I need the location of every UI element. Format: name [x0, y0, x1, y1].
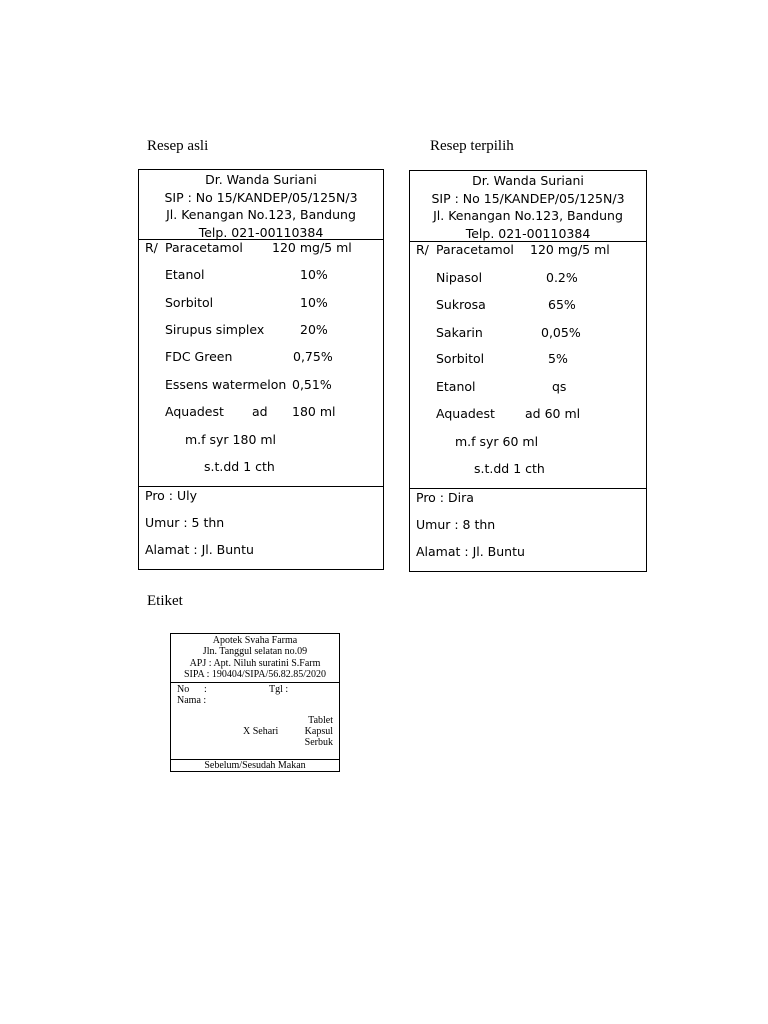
item-amount: 20%	[300, 322, 328, 337]
item-name: Etanol	[436, 379, 476, 394]
item-name: Sukrosa	[436, 297, 486, 312]
etiket-nama: Nama :	[177, 695, 207, 706]
doctor-name: Dr. Wanda Suriani	[205, 172, 317, 187]
etiket-form-serbuk: Serbuk	[304, 737, 333, 748]
item-name: Essens watermelon	[165, 377, 287, 392]
item-amount: 5%	[548, 351, 568, 366]
item-ad: ad	[252, 404, 268, 419]
item-amount: 180 ml	[292, 404, 336, 419]
prescription-original	[138, 169, 384, 570]
item-name: Sorbitol	[436, 351, 485, 366]
r-symbol: R/	[145, 240, 158, 255]
patient-address: Alamat : Jl. Buntu	[145, 542, 254, 557]
etiket-header	[171, 634, 339, 683]
item-name: Etanol	[165, 267, 205, 282]
etiket-tgl: Tgl :	[269, 684, 289, 695]
doctor-name: Dr. Wanda Suriani	[472, 173, 584, 188]
etiket-no-colon: :	[204, 684, 207, 695]
pharmacy-apj: APJ : Apt. Niluh suratini S.Farm	[189, 657, 321, 669]
etiket-label	[170, 633, 340, 772]
item-amount: 0,75%	[293, 349, 333, 364]
item-name: Aquadest	[436, 406, 495, 421]
std-line: s.t.dd 1 cth	[474, 461, 545, 476]
patient-address: Alamat : Jl. Buntu	[416, 544, 525, 559]
item-name: Sirupus simplex	[165, 322, 265, 337]
item-amount: 65%	[548, 297, 576, 312]
item-amount: 10%	[300, 267, 328, 282]
item-name: Paracetamol	[165, 240, 243, 255]
title-resep-asli: Resep asli	[147, 138, 209, 154]
item-name: Aquadest	[165, 404, 224, 419]
item-amount: 0.2%	[546, 270, 578, 285]
prescription-header	[410, 171, 646, 242]
item-amount: 120 mg/5 ml	[272, 240, 352, 255]
patient-age: Umur : 5 thn	[145, 515, 225, 530]
prescription-header	[139, 170, 383, 240]
etiket-form-tablet: Tablet	[308, 715, 333, 726]
item-name: Paracetamol	[436, 242, 514, 257]
doctor-sip: SIP : No 15/KANDEP/05/125N/3	[431, 190, 625, 206]
pharmacy-name: Apotek Svaha Farma	[212, 635, 298, 646]
item-amount: 0,51%	[292, 377, 332, 392]
std-line: s.t.dd 1 cth	[204, 459, 275, 474]
r-symbol: R/	[416, 242, 429, 257]
title-resep-terpilih: Resep terpilih	[430, 138, 514, 154]
item-amount: ad 60 ml	[525, 406, 581, 421]
item-name: FDC Green	[165, 349, 233, 364]
patient-name: Pro : Dira	[416, 490, 474, 505]
etiket-body	[171, 683, 339, 760]
etiket-no-label: No	[177, 684, 190, 695]
item-name: Sorbitol	[165, 295, 214, 310]
doctor-address: Jl. Kenangan No.123, Bandung	[166, 207, 356, 222]
title-etiket: Etiket	[147, 593, 183, 609]
etiket-footer: Sebelum/Sesudah Makan	[204, 760, 306, 771]
prescription-selected	[409, 170, 647, 572]
doctor-address: Jl. Kenangan No.123, Bandung	[433, 208, 623, 223]
pharmacy-sipa: SIPA : 190404/SIPA/56.82.85/2020	[183, 669, 327, 681]
item-name: Sakarin	[436, 325, 483, 340]
patient-name: Pro : Uly	[145, 488, 198, 503]
etiket-x-sehari: X Sehari	[243, 726, 279, 737]
doctor-phone: Telp. 021-00110384	[465, 225, 591, 241]
doctor-sip: SIP : No 15/KANDEP/05/125N/3	[164, 189, 358, 205]
mf-line: m.f syr 60 ml	[455, 434, 539, 449]
item-amount: qs	[552, 379, 567, 394]
item-amount: 120 mg/5 ml	[530, 242, 610, 257]
mf-line: m.f syr 180 ml	[185, 432, 277, 447]
item-amount: 10%	[300, 295, 328, 310]
patient-age: Umur : 8 thn	[416, 517, 496, 532]
item-name: Nipasol	[436, 270, 483, 285]
pharmacy-address: Jln. Tanggul selatan no.09	[202, 646, 308, 658]
prescription-body	[410, 242, 646, 489]
etiket-form-kapsul: Kapsul	[304, 726, 333, 737]
patient-info	[139, 487, 383, 567]
item-amount: 0,05%	[541, 325, 581, 340]
patient-info	[410, 489, 646, 569]
doctor-phone: Telp. 021-00110384	[198, 224, 324, 240]
prescription-body	[139, 240, 383, 487]
